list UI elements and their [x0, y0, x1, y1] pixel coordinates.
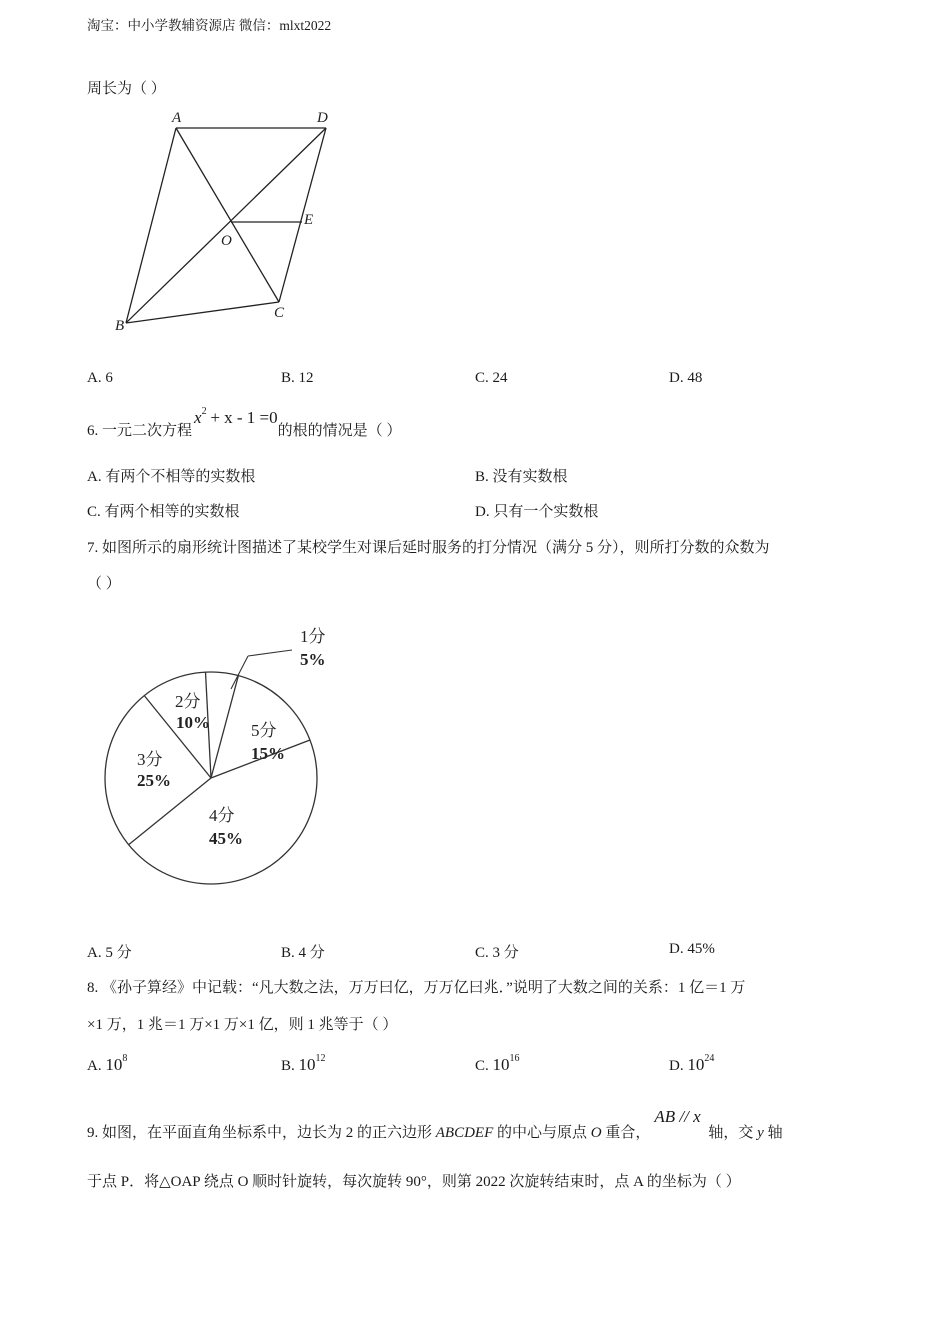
q8-option-d-letter: D.	[669, 1058, 684, 1074]
figure-label-o: O	[221, 233, 232, 249]
pie-label-1-percent: 5%	[300, 650, 326, 669]
q7-option-c: C. 3 分	[475, 945, 519, 961]
q8-option-a-letter: A.	[87, 1058, 102, 1074]
q6-eq-exponent: 2	[201, 406, 207, 417]
q5-option-c: C. 24	[475, 370, 508, 386]
q6-option-a: A. 有两个不相等的实数根	[87, 469, 256, 485]
q7-question-line2: （ ）	[87, 576, 121, 592]
page-header: 淘宝：中小学教辅资源店 微信：mlxt2022	[87, 18, 332, 33]
q8-question-line2: ×1 万，1 兆＝1 万×1 万×1 亿，则 1 兆等于（ ）	[87, 1017, 398, 1033]
q6-question	[87, 406, 402, 440]
q7-option-d: D. 45%	[669, 941, 715, 957]
q8-option-b	[281, 1053, 326, 1075]
pie-label-1-score: 1分	[300, 627, 326, 646]
figure-label-e: E	[304, 212, 314, 228]
q7-question-line1: 7. 如图所示的扇形统计图描述了某校学生对课后延时服务的打分情况（满分 5 分），则所打分数的众数为	[87, 540, 770, 556]
q8-option-a	[87, 1053, 127, 1075]
pie-label-3-percent: 25%	[137, 771, 171, 790]
pie-slice-boundary	[211, 676, 238, 778]
q5-option-a: A. 6	[87, 370, 113, 386]
q9-hexagon-name: ABCDEF	[435, 1125, 494, 1141]
q9-text-a: 9. 如图，在平面直角坐标系中，边长为 2 的正六边形	[87, 1125, 436, 1141]
q8-option-b-exp: 12	[315, 1053, 326, 1064]
q8-option-d-base: 10	[687, 1055, 705, 1074]
q8-option-c-letter: C.	[475, 1058, 489, 1074]
pie-label-5-percent: 15%	[251, 744, 285, 763]
q8-option-c-base: 10	[492, 1055, 510, 1074]
pie-label-2-percent: 10%	[176, 713, 210, 732]
pie-label-3-score: 3分	[137, 750, 163, 769]
q8-question-line1: 8. 《孙子算经》中记载：“凡大数之法，万万曰亿，万万亿曰兆．”说明了大数之间的关系：1 亿＝1 万	[87, 980, 746, 996]
q7-option-b: B. 4 分	[281, 945, 325, 961]
q6-suffix: 的根的情况是（ ）	[277, 423, 402, 439]
q6-eq-rest: + x - 1 =0	[210, 408, 278, 427]
q8-option-a-exp: 8	[122, 1053, 128, 1064]
q9-text-f: 轴，交	[704, 1125, 758, 1141]
q9-y-axis-var: y	[757, 1125, 764, 1141]
q5-parallelogram-figure	[105, 105, 345, 345]
figure-label-d: D	[317, 110, 328, 126]
q6-prefix: 6. 一元二次方程	[87, 423, 193, 439]
q6-option-d: D. 只有一个实数根	[475, 504, 599, 520]
q8-option-b-base: 10	[298, 1055, 316, 1074]
q8-option-c	[475, 1053, 520, 1075]
pie-label-5-score: 5分	[251, 721, 277, 740]
figure-label-b: B	[115, 318, 125, 334]
q6-eq-x: x	[194, 408, 202, 427]
pie-label-2-score: 2分	[175, 692, 201, 711]
q5-option-d: D. 48	[669, 370, 703, 386]
q8-option-c-exp: 16	[509, 1053, 520, 1064]
q9-origin-o: O	[590, 1125, 602, 1141]
figure-label-c: C	[274, 305, 285, 321]
q9-text-h: 轴	[763, 1125, 783, 1141]
figure-label-a: A	[172, 110, 182, 126]
q6-option-b: B. 没有实数根	[475, 469, 568, 485]
q9-text-e: 重合，	[601, 1125, 651, 1141]
q9-parallel-expr: AB // x	[654, 1107, 701, 1126]
pie-label-4-score: 4分	[209, 806, 235, 825]
q7-pie-chart	[95, 615, 355, 895]
q8-option-b-letter: B.	[281, 1058, 295, 1074]
q9-question-line2: 于点 P．将△OAP 绕点 O 顺时针旋转，每次旋转 90°，则第 2022 次旋转结束时，点 A 的坐标为（ ）	[87, 1174, 741, 1190]
pie-leader-line	[231, 656, 248, 689]
q5-option-b: B. 12	[281, 370, 314, 386]
q6-option-c: C. 有两个相等的实数根	[87, 504, 240, 520]
q5-question-tail: 周长为（ ）	[87, 81, 166, 97]
q9-text-c: 的中心与原点	[493, 1125, 591, 1141]
q8-option-a-base: 10	[105, 1055, 123, 1074]
q7-option-a: A. 5 分	[87, 945, 132, 961]
q8-option-d-exp: 24	[704, 1053, 715, 1064]
q9-question-line1	[87, 1107, 783, 1142]
pie-leader-line-2	[248, 650, 292, 656]
pie-label-4-percent: 45%	[209, 829, 243, 848]
q8-option-d	[669, 1053, 714, 1075]
